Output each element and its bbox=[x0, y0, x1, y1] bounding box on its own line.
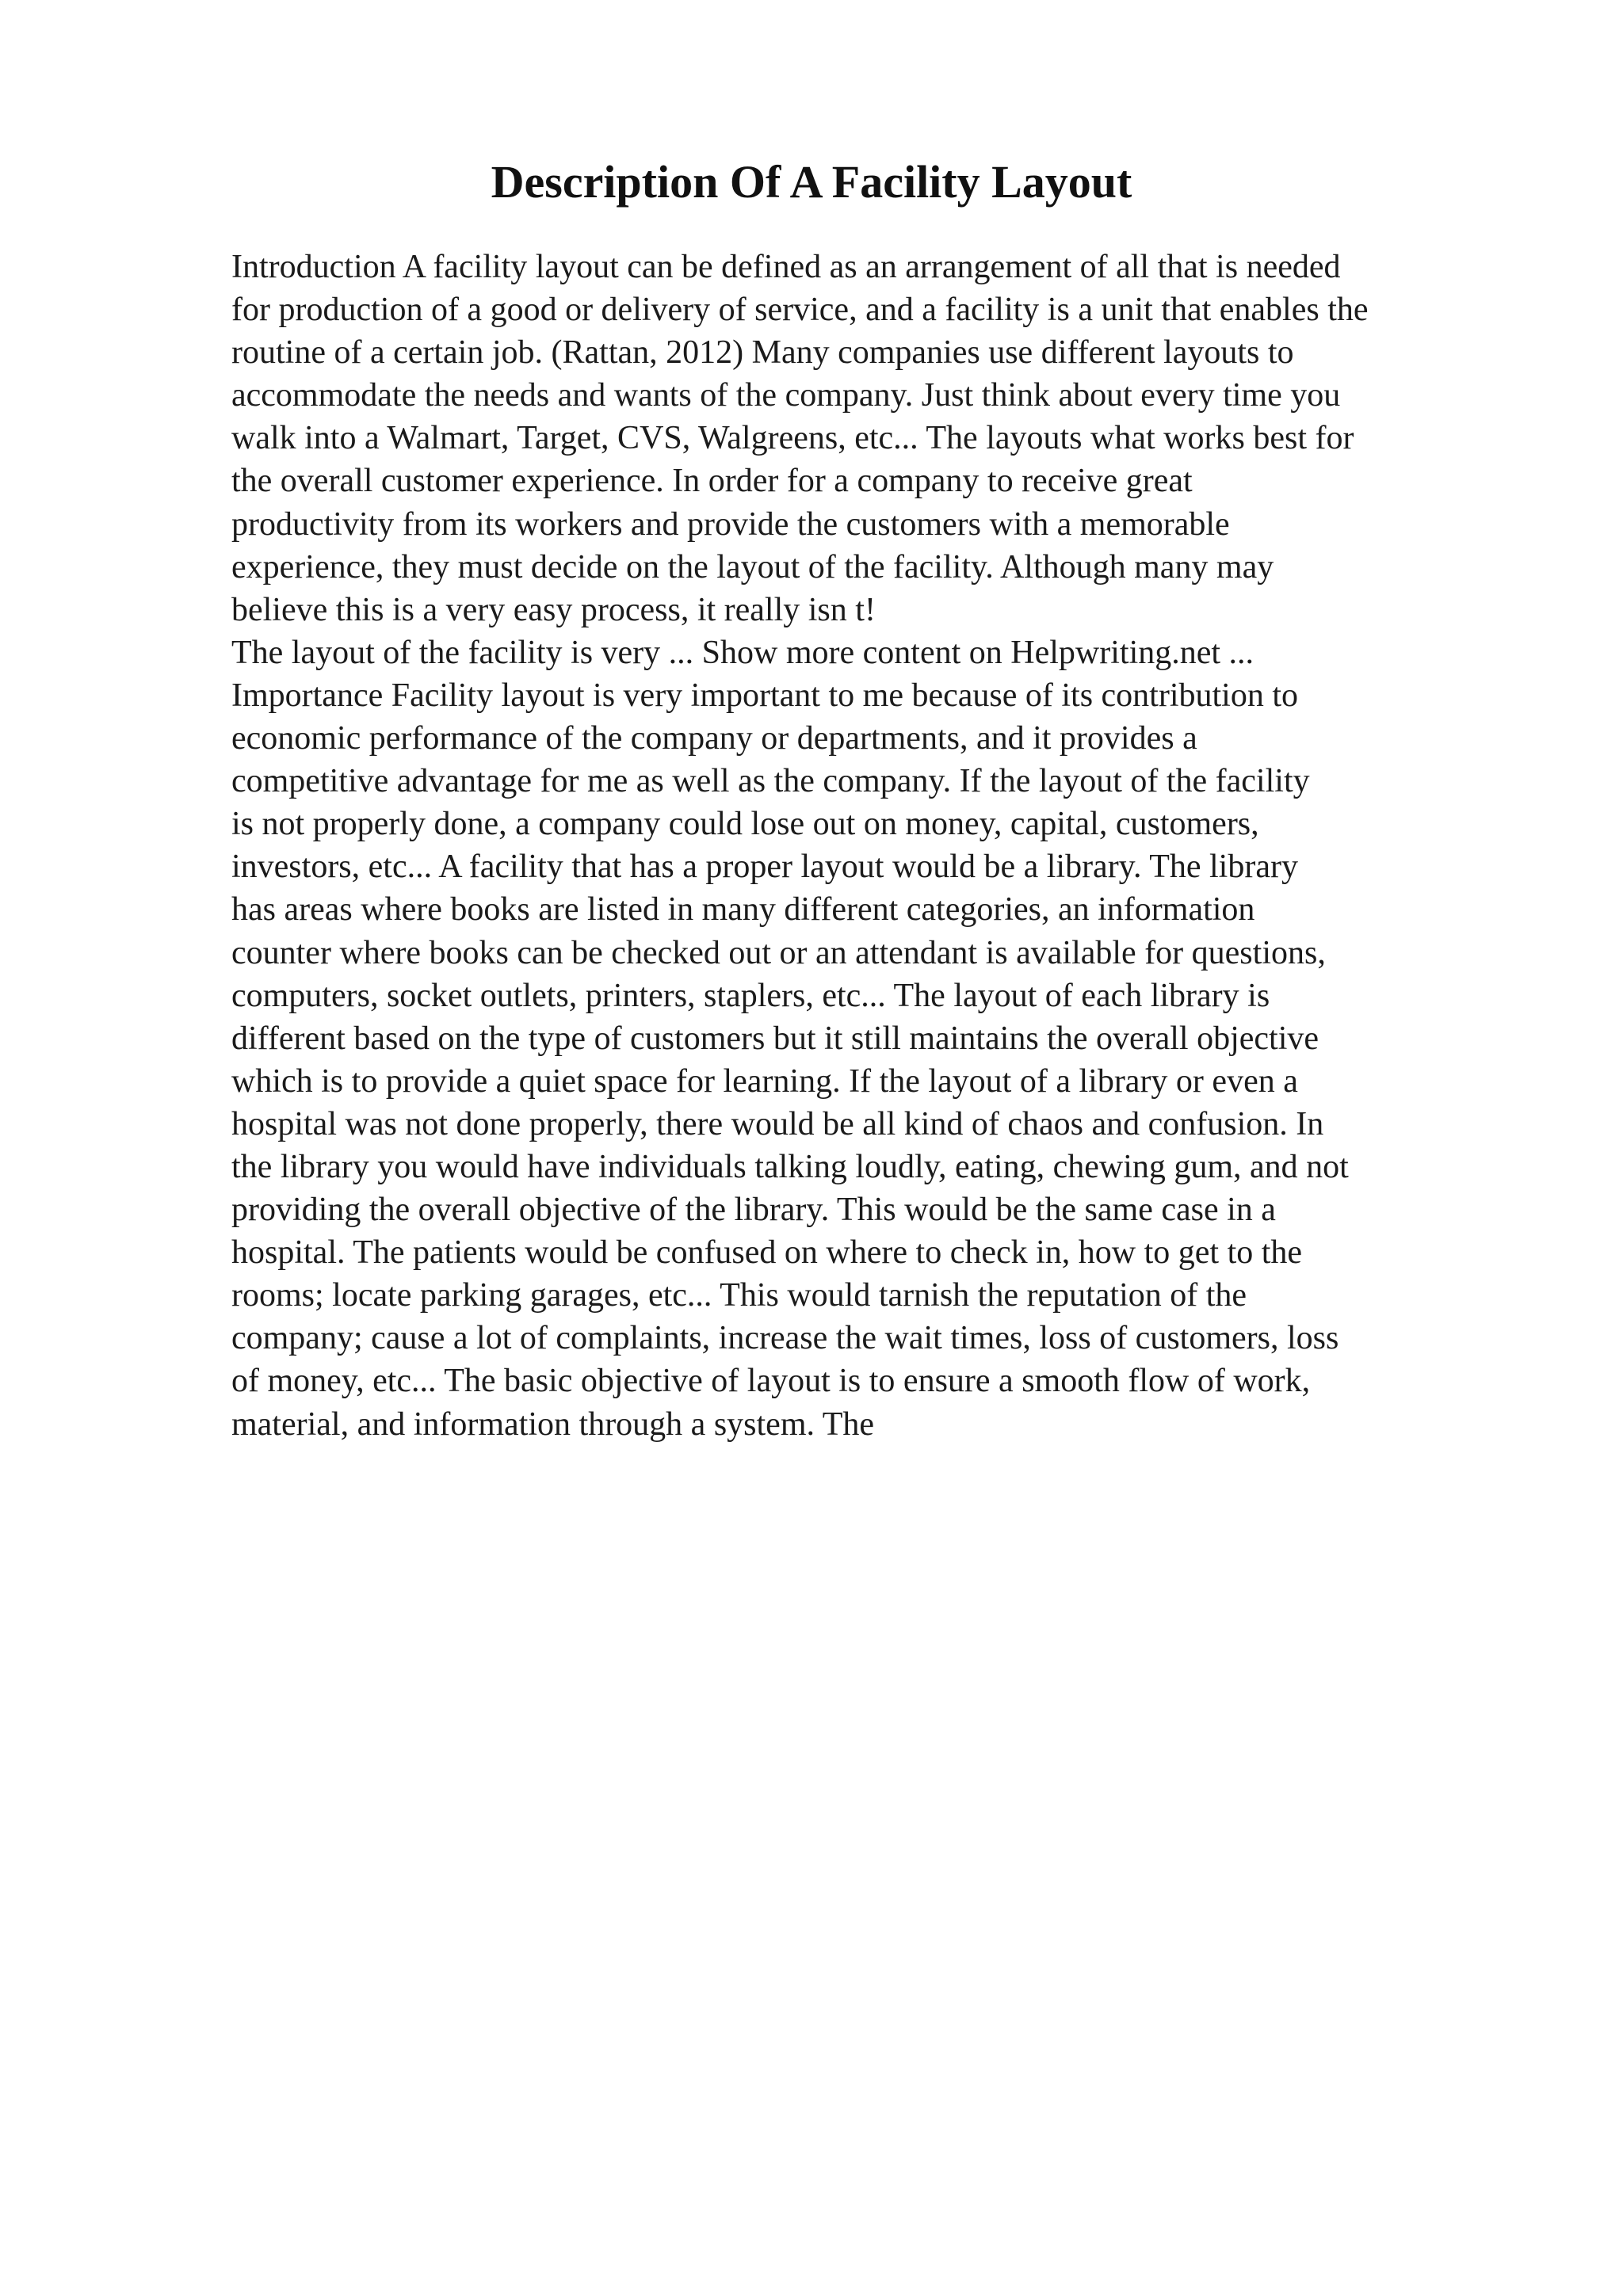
body-line: is not properly done, a company could lose out on money, capital, customers, bbox=[231, 806, 1259, 843]
body-line: of money, etc... The basic objective of layout is to ensure a smooth flow of work, bbox=[231, 1363, 1311, 1400]
body-line: Importance Facility layout is very important to me because of its contribution to bbox=[231, 677, 1299, 714]
body-line: rooms; locate parking garages, etc... This would tarnish the reputation of the bbox=[231, 1277, 1247, 1314]
body-line: the library you would have individuals talking loudly, eating, chewing gum, and not bbox=[231, 1148, 1349, 1185]
document-body bbox=[231, 246, 1499, 1446]
body-line: material, and information through a system. The bbox=[231, 1405, 875, 1443]
body-line: counter where books can be checked out or an attendant is available for questions, bbox=[231, 934, 1326, 971]
body-line: providing the overall objective of the library. This would be the same case in a bbox=[231, 1192, 1276, 1229]
body-line: competitive advantage for me as well as the company. If the layout of the facility bbox=[231, 763, 1310, 800]
body-line: Introduction A facility layout can be defined as an arrangement of all that is needed bbox=[231, 249, 1341, 285]
body-line: computers, socket outlets, printers, staplers, etc... The layout of each library is bbox=[231, 977, 1270, 1014]
body-line: company; cause a lot of complaints, increase the wait times, loss of customers, loss bbox=[231, 1320, 1339, 1357]
body-line: hospital. The patients would be confused on where to check in, how to get to the bbox=[231, 1234, 1303, 1272]
body-line: productivity from its workers and provide the customers with a memorable bbox=[231, 505, 1230, 543]
body-line: experience, they must decide on the layout of the facility. Although many may bbox=[231, 548, 1274, 585]
body-line: which is to provide a quiet space for learning. If the layout of a library or even a bbox=[231, 1062, 1298, 1100]
body-line: accommodate the needs and wants of the company. Just think about every time you bbox=[231, 377, 1341, 414]
body-line: different based on the type of customers but it still maintains the overall objective bbox=[231, 1020, 1319, 1057]
body-line: hospital was not done properly, there would be all kind of chaos and confusion. In bbox=[231, 1105, 1324, 1142]
body-line: economic performance of the company or departments, and it provides a bbox=[231, 720, 1197, 757]
body-line: walk into a Walmart, Target, CVS, Walgreens, etc... The layouts what works best for bbox=[231, 420, 1354, 457]
body-line: The layout of the facility is very ... Show more content on Helpwriting.net ... bbox=[231, 634, 1254, 671]
body-line: has areas where books are listed in many different categories, an information bbox=[231, 891, 1255, 929]
document-title: Description Of A Facility Layout bbox=[491, 156, 1132, 208]
body-line: the overall customer experience. In order for a company to receive great bbox=[231, 463, 1193, 500]
body-line: for production of a good or delivery of service, and a facility is a unit that enables the bbox=[231, 292, 1369, 329]
body-line: investors, etc... A facility that has a proper layout would be a library. The library bbox=[231, 849, 1298, 886]
body-line: believe this is a very easy process, it really isn t! bbox=[231, 591, 876, 628]
body-line: routine of a certain job. (Rattan, 2012) Many companies use different layouts to bbox=[231, 334, 1294, 372]
